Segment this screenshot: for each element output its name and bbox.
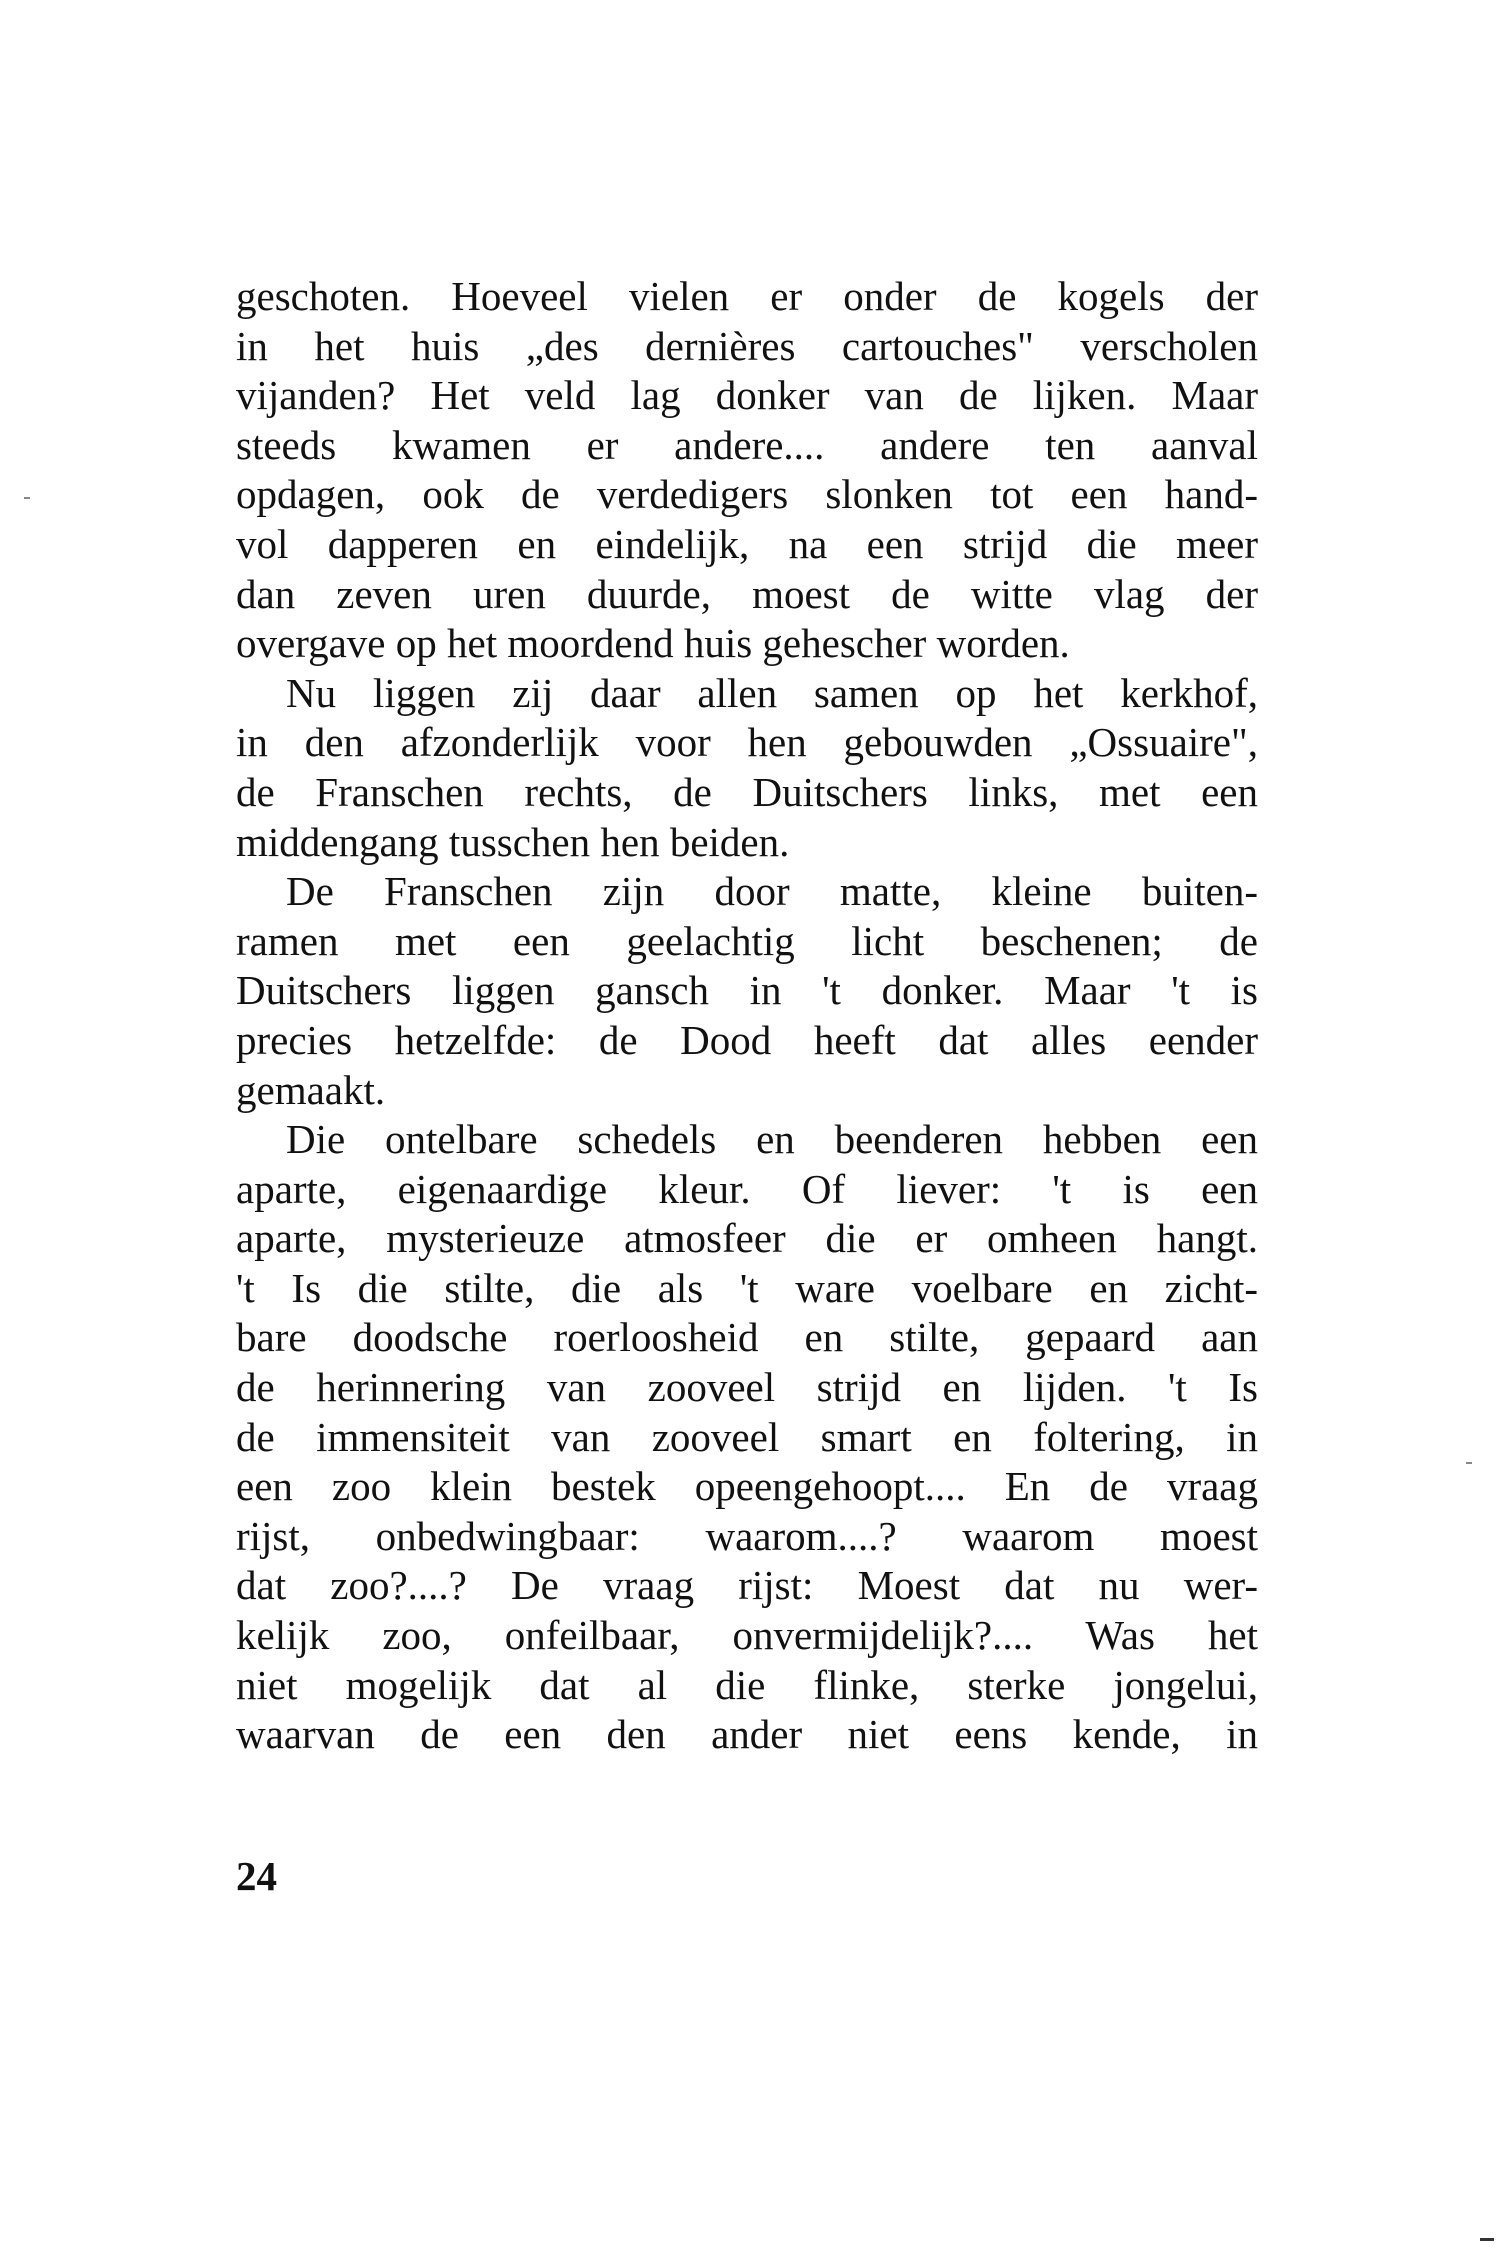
- text-line: precies hetzelfde: de Dood heeft dat alles eender: [236, 1016, 1258, 1063]
- text-line: rijst, onbedwingbaar: waarom....? waarom moest: [236, 1512, 1258, 1559]
- paragraph: [236, 669, 1258, 867]
- page-body-text: [236, 272, 1258, 1760]
- text-line: dan zeven uren duurde, moest de witte vlag der: [236, 570, 1258, 617]
- text-line: Die ontelbare schedels en beenderen hebben een: [286, 1116, 1258, 1163]
- text-line: aparte, mysterieuze atmosfeer die er omheen hangt.: [236, 1215, 1258, 1262]
- text-line: bare doodsche roerloosheid en stilte, gepaard aan: [236, 1314, 1258, 1361]
- text-line: dat zoo?....? De vraag rijst: Moest dat nu wer-: [236, 1562, 1258, 1609]
- paragraph: [236, 867, 1258, 1115]
- text-line: gemaakt.: [236, 1066, 386, 1113]
- text-line: de immensiteit van zooveel smart en foltering, in: [236, 1413, 1258, 1460]
- text-line: Duitschers liggen gansch in 't donker. Maar 't is: [236, 967, 1258, 1014]
- text-line: in het huis „des dernières cartouches" verscholen: [236, 322, 1258, 369]
- text-line: een zoo klein bestek opeengehoopt.... En de vraag: [236, 1463, 1258, 1510]
- text-line: vol dapperen en eindelijk, na een strijd die meer: [236, 520, 1258, 567]
- text-line: waarvan de een den ander niet eens kende, in: [236, 1711, 1258, 1758]
- text-line: in den afzonderlijk voor hen gebouwden „Ossuaire",: [236, 719, 1258, 766]
- text-line: de Franschen rechts, de Duitschers links, met een: [236, 768, 1258, 815]
- text-line: kelijk zoo, onfeilbaar, onvermijdelijk?.... Was het: [236, 1612, 1258, 1659]
- text-line: steeds kwamen er andere.... andere ten aanval: [236, 421, 1258, 468]
- text-line: niet mogelijk dat al die flinke, sterke jongelui,: [236, 1661, 1258, 1708]
- text-line: middengang tusschen hen beiden.: [236, 818, 790, 865]
- text-line: geschoten. Hoeveel vielen er onder de kogels der: [236, 273, 1258, 319]
- text-line: ramen met een geelachtig licht beschenen; de: [236, 917, 1258, 964]
- text-line: Nu liggen zij daar allen samen op het kerkhof,: [286, 669, 1258, 716]
- text-line: 't Is die stilte, die als 't ware voelbare en zicht-: [236, 1264, 1258, 1311]
- text-line: De Franschen zijn door matte, kleine buiten-: [286, 868, 1258, 915]
- paragraph: [236, 1115, 1258, 1760]
- text-line: aparte, eigenaardige kleur. Of liever: 't is een: [236, 1165, 1258, 1212]
- text-line: de herinnering van zooveel strijd en lijden. 't Is: [236, 1364, 1258, 1411]
- scan-speck: [24, 497, 30, 499]
- page-number: 24: [236, 1853, 277, 1899]
- scan-speck: [1480, 2238, 1494, 2241]
- paragraph: [236, 272, 1258, 669]
- text-line: overgave op het moordend huis gehescher worden.: [236, 620, 1070, 667]
- text-line: opdagen, ook de verdedigers slonken tot een hand-: [236, 471, 1258, 518]
- scan-speck: [1466, 1462, 1472, 1464]
- text-line: vijanden? Het veld lag donker van de lijken. Maar: [236, 372, 1258, 419]
